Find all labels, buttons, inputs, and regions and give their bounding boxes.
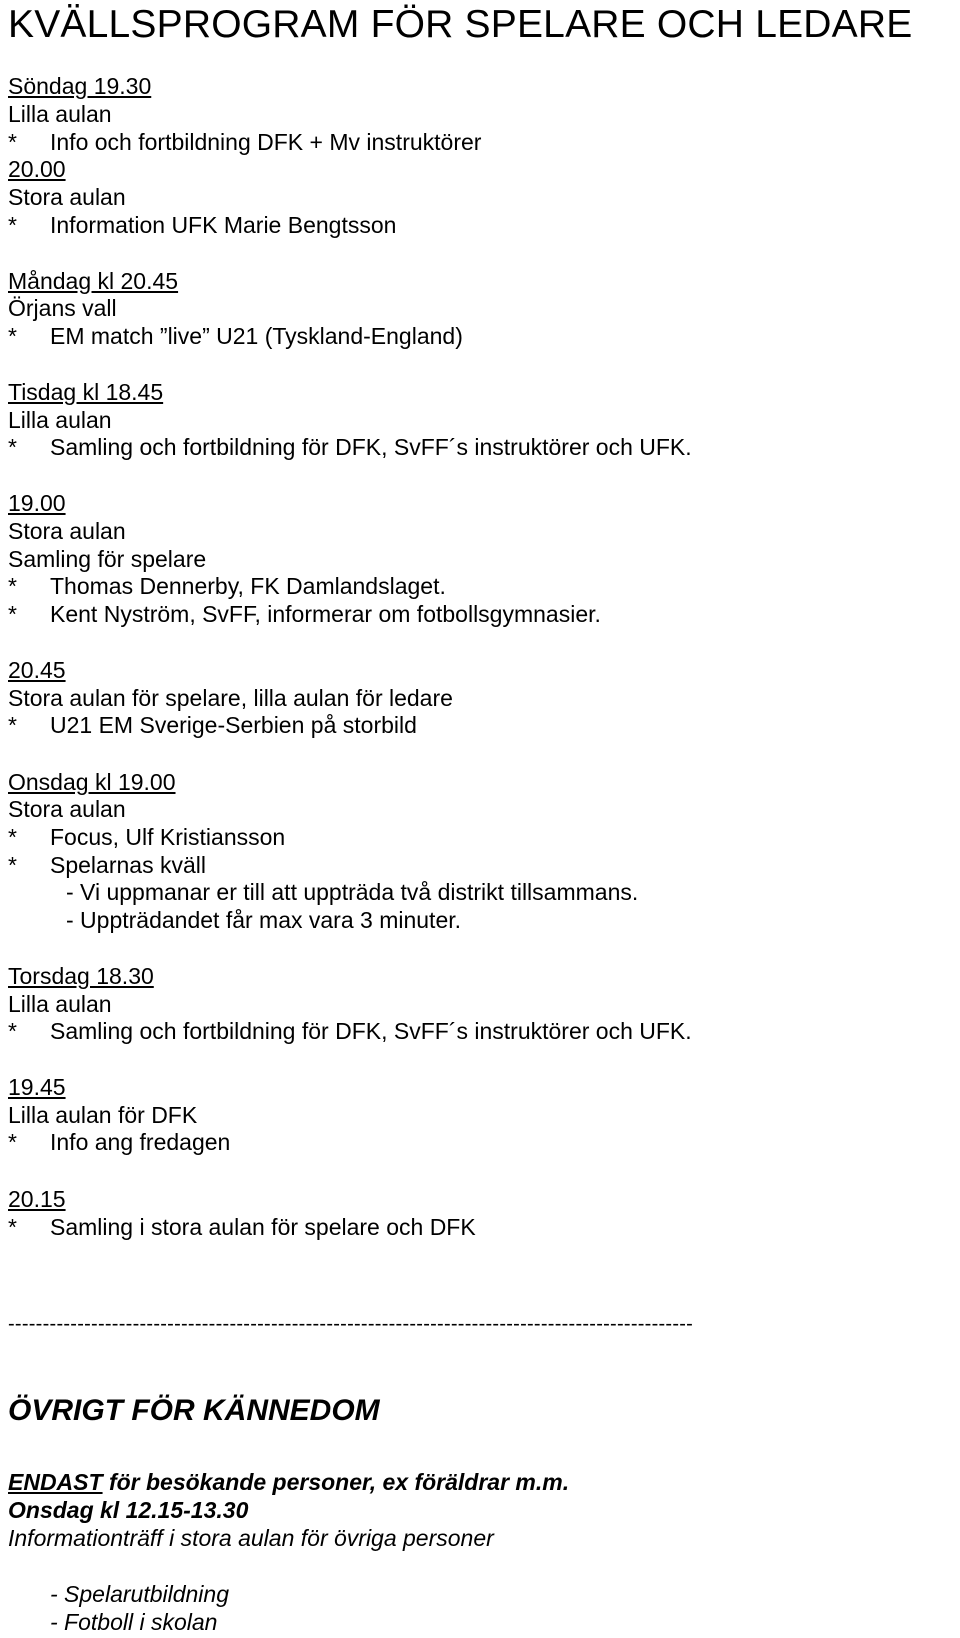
tuesday-item1: * Samling och fortbildning för DFK, SvFF´s instruktörer och UFK. — [8, 434, 692, 460]
monday-heading: Måndag kl 20.45 — [8, 268, 179, 294]
thursday-time2: 19.45 — [8, 1074, 66, 1100]
tuesday-room3: Stora aulan för spelare, lilla aulan för ledare — [8, 685, 453, 711]
tuesday-room1: Lilla aulan — [8, 407, 112, 433]
wednesday-heading: Onsdag kl 19.00 — [8, 769, 176, 795]
sunday-room2: Stora aulan — [8, 184, 126, 210]
tuesday-time2: 19.00 — [8, 490, 66, 516]
thursday-item1: * Samling och fortbildning för DFK, SvFF´s instruktörer och UFK. — [8, 1018, 692, 1044]
wednesday-room: Stora aulan — [8, 796, 126, 822]
sunday-time2: 20.00 — [8, 156, 66, 182]
tuesday-room2: Stora aulan — [8, 518, 126, 544]
other-only-line: ENDAST för besökande personer, ex föräldrar m.m. — [8, 1469, 570, 1495]
sunday-item1: * Info och fortbildning DFK + Mv instruktörer — [8, 129, 482, 155]
tuesday-group2: Samling för spelare — [8, 546, 207, 572]
tuesday-heading: Tisdag kl 18.45 — [8, 379, 164, 405]
tuesday-item2a: * Thomas Dennerby, FK Damlandslaget. — [8, 573, 446, 599]
thursday-room2: Lilla aulan för DFK — [8, 1102, 198, 1128]
other-list-item-1: - Spelarutbildning — [50, 1581, 230, 1607]
other-heading: ÖVRIGT FÖR KÄNNEDOM — [8, 1394, 380, 1427]
page-title: KVÄLLSPROGRAM FÖR SPELARE OCH LEDARE — [8, 3, 913, 46]
tuesday-time3: 20.45 — [8, 657, 66, 683]
tuesday-item2b: * Kent Nyström, SvFF, informerar om fotbollsgymnasier. — [8, 601, 601, 627]
sunday-item2: * Information UFK Marie Bengtsson — [8, 212, 397, 238]
tuesday-item3: * U21 EM Sverige-Serbien på storbild — [8, 712, 417, 738]
monday-place: Örjans vall — [8, 295, 117, 321]
monday-item: * EM match ”live” U21 (Tyskland-England) — [8, 323, 463, 349]
thursday-room1: Lilla aulan — [8, 991, 112, 1017]
wednesday-item1: * Focus, Ulf Kristiansson — [8, 824, 286, 850]
wednesday-sub1: - Vi uppmanar er till att uppträda två distrikt tillsammans. — [66, 879, 639, 905]
section-divider: --------------------------------------------------------------------------------------------------- — [8, 1313, 694, 1335]
thursday-item3: * Samling i stora aulan för spelare och DFK — [8, 1214, 476, 1240]
wednesday-item2: * Spelarnas kväll — [8, 852, 206, 878]
thursday-item2: * Info ang fredagen — [8, 1129, 231, 1155]
wednesday-sub2: - Uppträdandet får max vara 3 minuter. — [66, 907, 462, 933]
other-list-item-2: - Fotboll i skolan — [50, 1609, 218, 1635]
thursday-heading: Torsdag 18.30 — [8, 963, 154, 989]
sunday-heading: Söndag 19.30 — [8, 73, 152, 99]
other-desc: Informationträff i stora aulan för övriga personer — [8, 1525, 494, 1551]
sunday-room1: Lilla aulan — [8, 101, 112, 127]
other-time: Onsdag kl 12.15-13.30 — [8, 1497, 249, 1523]
thursday-time3: 20.15 — [8, 1186, 66, 1212]
